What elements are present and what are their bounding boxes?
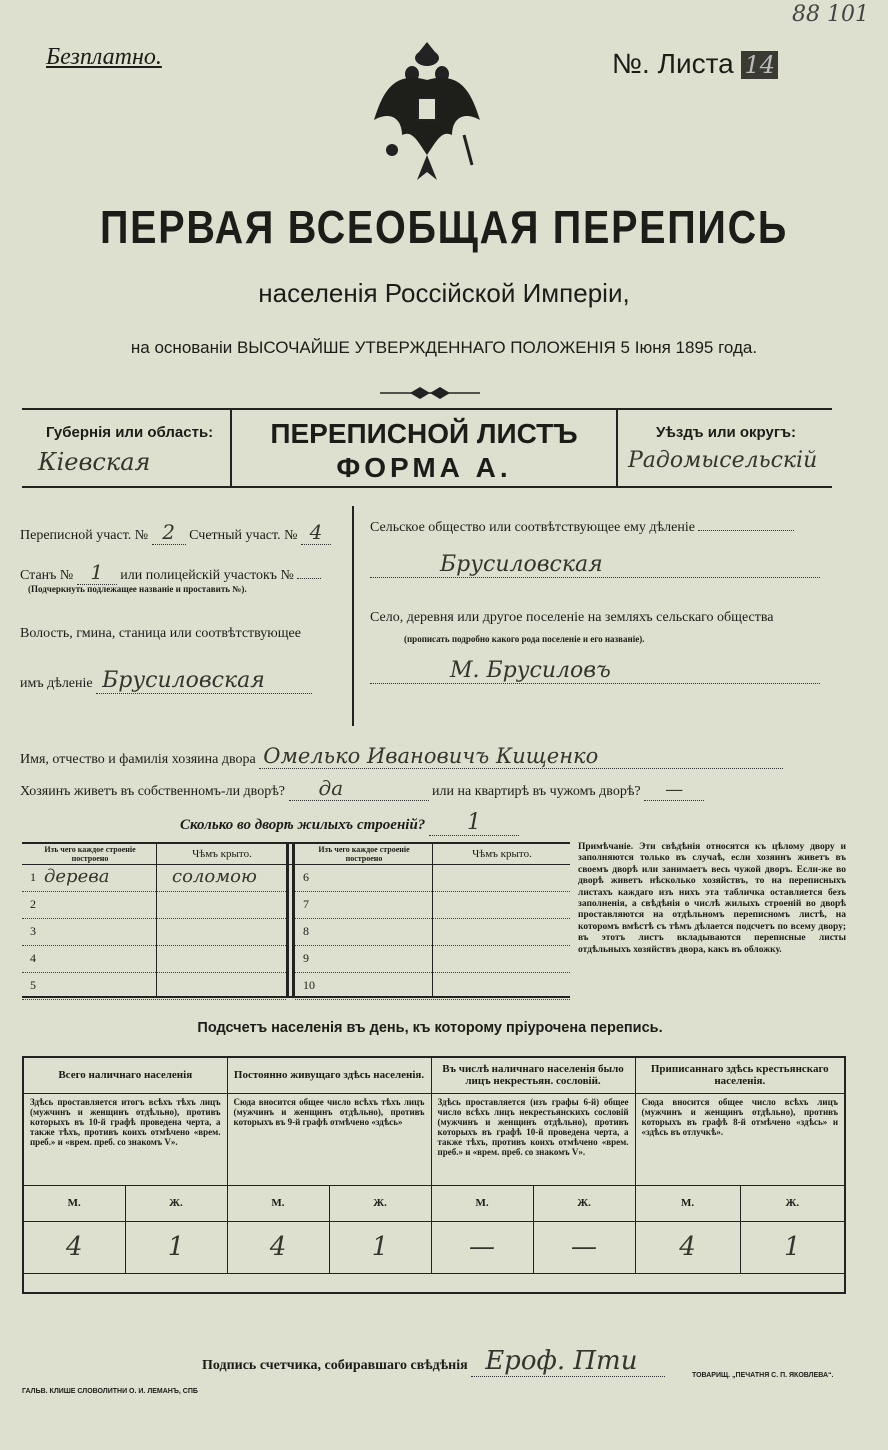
male-count: 4 [227, 1221, 329, 1273]
count-col3-desc: Здѣсь проставляется (изъ графы 6-й) общее число всѣхъ лицъ некрестьянскихъ сословій (мужчинъ и женщинъ отдѣльно), противъ которыхъ въ графѣ 10-й проведена черта, а также тѣхъ, противъ коихъ отмѣчено «врем. преб.» и «врем. преб. со знакомъ V». [431, 1093, 635, 1185]
volost-value: Брусиловская [96, 668, 312, 694]
buildings-note: Примѣчаніе. Эти свѣдѣнія относятся къ цѣлому двору и заполняются только въ случаѣ, если хозяинъ живетъ въ своемъ дворѣ или занимаетъ весь чужой дворъ. Если-же во дворѣ живетъ нѣсколько хозяйствъ, то на переписныхъ листахъ каждаго изъ нихъ эта табличка оставляется безъ заполненія, а свѣдѣнія о числѣ жилыхъ строеній во дворѣ проставляются на отдѣльномъ переписномъ листѣ, на которомъ вмѣстѣ съ тѣмъ дѣлается подсчетъ по всему двору; въ этотъ листъ вкладываются переписные листы отдѣльныхъ хозяйствъ двора, какъ въ обложку. [578, 842, 846, 955]
uezd-value: Радомысельскій [628, 448, 818, 473]
building-row-number: 4 [30, 951, 36, 965]
male-header: М. [635, 1185, 740, 1221]
female-count: 1 [740, 1221, 845, 1273]
female-count: 1 [329, 1221, 431, 1273]
male-count: 4 [635, 1221, 740, 1273]
obshchestvo-value: Брусиловская [370, 552, 820, 578]
uchastok-label: Переписной участ. № [20, 528, 149, 543]
guberniya-label: Губернія или область: [46, 424, 214, 441]
obshchestvo-label: Сельское общество или соотвѣтствующее ему дѣленіе [370, 520, 695, 535]
male-header: М. [431, 1185, 533, 1221]
sheet-number-value: 14 [741, 51, 778, 79]
corner-note: 88 101 [792, 2, 869, 27]
stan-row [20, 560, 321, 585]
male-header: М. [227, 1185, 329, 1221]
buildings-value: 1 [429, 810, 519, 836]
female-header: Ж. [125, 1185, 227, 1221]
form-title: ПЕРЕПИСНОЙ ЛИСТЪ [270, 418, 578, 449]
building-row-number: 8 [303, 924, 309, 938]
female-count: — [533, 1221, 635, 1273]
uezd-label: Уѣздъ или округъ: [656, 424, 797, 441]
census-subtitle: населенія Россійской Имперіи, [258, 278, 630, 308]
police-label: или полицейскій участокъ № [120, 568, 294, 583]
building-row [22, 919, 286, 946]
count-col2-head: Постоянно живущаго здѣсь населенія. [227, 1057, 431, 1093]
building-row [295, 865, 570, 892]
footer-left: ГАЛЬВ. КЛИШЕ СЛОВОЛИТНИ О. И. ЛЕМАНЪ, СПБ [22, 1388, 198, 1395]
free-label: Безплатно. [46, 44, 162, 70]
count-col1-head: Всего наличнаго населенія [23, 1057, 227, 1093]
schetny-label: Счетный участ. № [189, 528, 298, 543]
building-row-number: 3 [30, 924, 36, 938]
count-table [22, 1056, 846, 1294]
building-row-number: 2 [30, 897, 36, 911]
building-row-number: 7 [303, 897, 309, 911]
building-row [295, 946, 570, 973]
building-row-number: 5 [30, 978, 36, 992]
owner-own-label: Хозяинъ живетъ въ собственномъ-ли дворѣ? [20, 784, 286, 799]
volost-row [20, 668, 312, 694]
obshchestvo-row [370, 520, 794, 536]
stan-label: Станъ № [20, 568, 74, 583]
count-col3-head: Въ числѣ наличнаго населенія было лицъ некрестьян. сословій. [431, 1057, 635, 1093]
imperial-eagle-emblem [372, 40, 482, 190]
male-count: — [431, 1221, 533, 1273]
sheet-number-label: №. Листа [612, 48, 734, 79]
male-count: 4 [23, 1221, 125, 1273]
selo-note: (прописать подробно какого рода поселеніе и его названіе). [404, 634, 645, 644]
count-col1-desc: Здѣсь проставляется итогъ всѣхъ тѣхъ лицъ (мужчинъ и женщинъ отдѣльно), противъ которыхъ въ 10-й графѣ проведена черта, а также тѣхъ, противъ коихъ отмѣчено «врем. преб.» и «врем. преб. со знакомъ V». [23, 1093, 227, 1185]
building-row-number: 10 [303, 978, 315, 992]
col-material-left: Изъ чего каждое строеніе построено [44, 845, 136, 863]
buildings-table [22, 842, 570, 998]
ornament-divider [380, 385, 480, 401]
building-row [22, 892, 286, 919]
female-header: Ж. [329, 1185, 431, 1221]
buildings-label: Сколько во дворѣ жилыхъ строеній? [180, 817, 426, 833]
col-material-right: Изъ чего каждое строеніе построено [318, 845, 410, 863]
col-roof-left: Чѣмъ крыто. [192, 848, 252, 860]
volost-label2: имъ дѣленіе [20, 676, 93, 691]
stan-note: (Подчеркнуть подлежащее названіе и проставить №). [28, 584, 247, 594]
stan-value: 1 [77, 560, 117, 585]
guberniya-value: Кіевская [38, 448, 151, 476]
building-row [295, 892, 570, 919]
schetny-value: 4 [301, 520, 331, 545]
female-header: Ж. [740, 1185, 845, 1221]
uchastok-value: 2 [152, 520, 186, 545]
selo-value: М. Брусиловъ [370, 658, 820, 684]
building-material: дерева [44, 866, 110, 887]
col-roof-right: Чѣмъ крыто. [472, 848, 532, 860]
owner-name-value: Омелько Ивановичъ Кищенко [259, 744, 783, 769]
count-col2-desc: Сюда вносится общее число всѣхъ тѣхъ лицъ (мужчинъ и женщинъ отдѣльно), противъ которыхъ въ 9-й графѣ отмѣчено «здѣсь» [227, 1093, 431, 1185]
building-row [295, 919, 570, 946]
signature-label: Подпись счетчика, собиравшаго свѣдѣнія [202, 1358, 468, 1373]
buildings-row [180, 810, 519, 836]
form-letter: ФОРМА А. [336, 452, 512, 483]
female-header: Ж. [533, 1185, 635, 1221]
building-row [295, 973, 570, 1000]
building-row [22, 865, 286, 892]
signature-value: Ероф. Пти [471, 1346, 665, 1377]
building-row-number: 1 [30, 870, 36, 884]
census-title: ПЕРВАЯ ВСЕОБЩАЯ ПЕРЕПИСЬ [99, 201, 789, 253]
owner-name-label: Имя, отчество и фамилія хозяина двора [20, 752, 256, 767]
building-roof: соломою [172, 866, 257, 887]
building-row [22, 973, 286, 1000]
female-count: 1 [125, 1221, 227, 1273]
owner-own-row [20, 776, 704, 801]
count-col4-head: Приписаннаго здѣсь крестьянскаго населенія. [635, 1057, 845, 1093]
male-header: М. [23, 1185, 125, 1221]
building-row-number: 9 [303, 951, 309, 965]
signature-row [202, 1346, 665, 1377]
sheet-number [612, 48, 778, 80]
building-row [22, 946, 286, 973]
footer-right: ТОВАРИЩ. „ПЕЧАТНЯ С. П. ЯКОВЛЕВА“. [692, 1372, 834, 1379]
uchastok-row [20, 520, 331, 545]
owner-rent-value: — [644, 779, 704, 801]
count-col4-desc: Сюда вносится общее число всѣхъ лицъ (мужчинъ и женщинъ отдѣльно), противъ которыхъ въ графѣ 8-й отмѣчено «здѣсь» и «здѣсь въ отлучкѣ». [635, 1093, 845, 1185]
owner-own-value: да [289, 776, 429, 801]
count-title: Подсчетъ населенія въ день, къ которому пріурочена перепись. [197, 1020, 663, 1036]
owner-name-row [20, 744, 783, 769]
census-basis: на основаніи ВЫСОЧАЙШЕ УТВЕРЖДЕННАГО ПОЛОЖЕНІЯ 5 Іюня 1895 года. [130, 338, 758, 357]
building-row-number: 6 [303, 870, 309, 884]
selo-label: Село, деревня или другое поселеніе на земляхъ сельскаго общества [370, 610, 774, 625]
volost-label: Волость, гмина, станица или соотвѣтствующее [20, 626, 301, 641]
owner-rent-label: или на квартирѣ въ чужомъ дворѣ? [432, 784, 641, 799]
